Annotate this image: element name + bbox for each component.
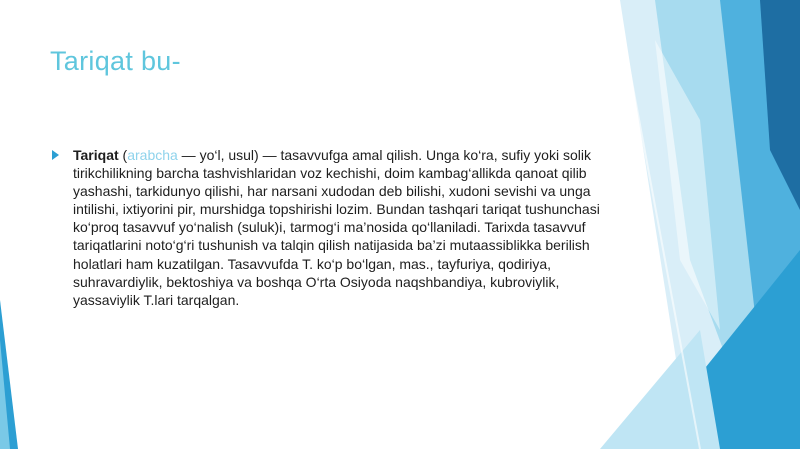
right-triangle-bullet-icon bbox=[52, 150, 59, 160]
slide-title: Tariqat bu- bbox=[50, 46, 181, 76]
definition-text: — yo‘l, usul) — tasavvufga amal qilish. Unga ko‘ra, sufiy yoki solik tirikchilikning barcha tashvishlaridan voz kechishi, doim kambag‘allikda qanoat qilib yashashi, tarkidunyo qilishi, har narsani xudodan deb bilishi, xudoni sevishi va unga intilishi, ixtiyorini pir, murshidga topshirishi lozim. Bundan tashqari tariqat tushunchasi ko‘proq tasavvuf yo‘nalish (suluk)i, tarmog‘i ma’nosida qo‘llaniladi. Tarixda tasavvuf tariqatlarini noto‘g‘ri tushunish va talqin qilish natijasida ba’zi mutaassiblikka berilish holatlari ham kuzatilgan. Tasavvufda T. ko‘p bo‘lgan, mas., tayfuriya, qodiriya, suhravardiylik, bektoshiya va boshqa O‘rta Osiyoda naqshbandiya, kubroviylik, yassaviylik T.lari tarqalgan. bbox=[73, 147, 600, 308]
right-shape-bottom-light bbox=[600, 330, 720, 449]
term-label: Tariqat bbox=[73, 147, 119, 163]
bullet-item bbox=[52, 146, 622, 309]
open-paren: ( bbox=[118, 147, 128, 163]
arabcha-link[interactable]: arabcha bbox=[127, 147, 178, 163]
bullet-text bbox=[73, 146, 622, 309]
